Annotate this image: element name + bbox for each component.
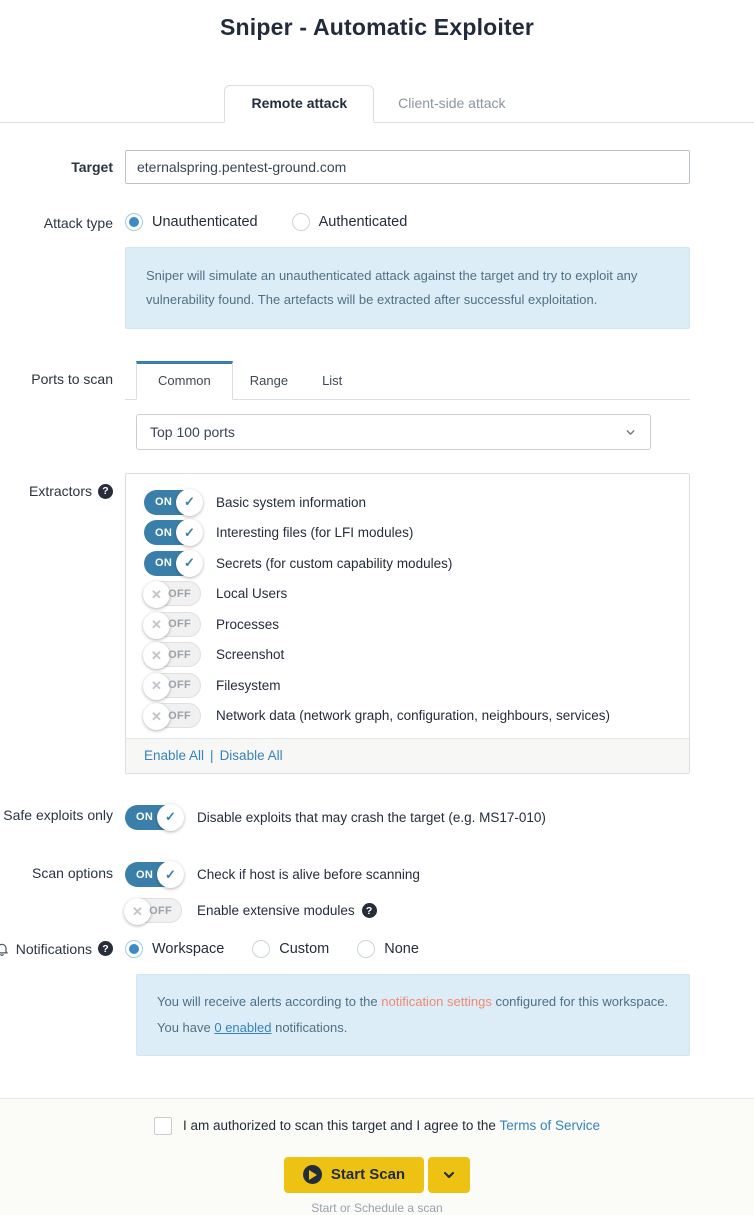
x-icon: ✕	[143, 642, 170, 669]
radio-icon-checked	[125, 213, 143, 231]
terms-of-service-link[interactable]: Terms of Service	[499, 1118, 600, 1134]
extractor-label: Processes	[216, 616, 280, 632]
extractor-label: Secrets (for custom capability modules)	[216, 555, 453, 571]
radio-unauthenticated-label: Unauthenticated	[152, 214, 258, 230]
toggle-processes[interactable]	[144, 612, 201, 637]
radio-icon-unchecked	[357, 940, 375, 958]
ports-label: Ports to scan	[31, 371, 113, 388]
check-icon: ✓	[157, 861, 184, 888]
toggle-screenshot[interactable]	[144, 642, 201, 667]
toggle-interesting-files[interactable]	[144, 520, 201, 545]
ports-tabs	[125, 361, 690, 400]
extractor-label: Filesystem	[216, 677, 281, 693]
check-icon: ✓	[157, 804, 184, 831]
start-scan-button[interactable]	[284, 1157, 424, 1193]
target-label: Target	[71, 159, 113, 175]
toggle-state-label: OFF	[168, 587, 191, 600]
toggle-state-label: ON	[136, 811, 154, 824]
enable-all-link[interactable]: Enable All	[144, 748, 205, 764]
scan-option-label: Enable extensive modules	[197, 903, 355, 919]
attack-type-info-box	[125, 247, 690, 329]
extractor-row	[144, 670, 679, 701]
scan-options-label: Scan options	[32, 864, 113, 881]
info-text: notifications.	[271, 1019, 348, 1035]
disable-all-link[interactable]: Disable All	[219, 748, 283, 764]
x-icon: ✕	[143, 581, 170, 608]
enabled-notifications-link[interactable]: 0 enabled	[214, 1019, 272, 1035]
notifications-label: Notifications	[15, 940, 92, 957]
extractors-list	[126, 474, 689, 738]
start-scan-dropdown-button[interactable]	[428, 1157, 470, 1193]
extractor-label: Network data (network graph, configuration, neighbours, services)	[216, 708, 610, 724]
radio-authenticated[interactable]	[292, 213, 408, 231]
toggle-state-label: OFF	[168, 648, 191, 661]
scan-option-row	[125, 860, 690, 890]
check-icon: ✓	[176, 550, 203, 577]
extractor-row	[144, 579, 679, 610]
extractors-label: Extractors	[28, 483, 92, 500]
extractor-row	[144, 701, 679, 732]
safe-exploits-label: Safe exploits only	[3, 807, 113, 824]
bell-icon	[0, 941, 10, 957]
chevron-down-icon	[624, 426, 637, 439]
notifications-help-icon[interactable]: ?	[98, 941, 113, 956]
info-text: You will receive alerts according to the	[157, 993, 382, 1009]
safe-exploits-description: Disable exploits that may crash the target (e.g. MS17-010)	[197, 809, 546, 825]
tab-remote-attack[interactable]: Remote attack	[224, 85, 374, 123]
x-icon: ✕	[124, 898, 151, 925]
toggle-state-label: ON	[136, 868, 154, 881]
scan-option-row	[125, 896, 690, 926]
attack-mode-tabs	[0, 85, 754, 123]
start-scan-label: Start Scan	[330, 1166, 406, 1184]
extractor-label: Interesting files (for LFI modules)	[216, 525, 414, 541]
extractor-label: Screenshot	[216, 647, 285, 663]
x-icon: ✕	[143, 673, 170, 700]
toggle-state-label: ON	[155, 496, 173, 509]
toggle-state-label: OFF	[149, 904, 172, 917]
info-text: You have	[157, 1019, 215, 1035]
attack-type-radio-group	[125, 213, 690, 231]
extractors-box	[125, 473, 690, 774]
notifications-label-cell	[0, 940, 125, 1056]
toggle-state-label: OFF	[168, 618, 191, 631]
extractors-footer	[126, 738, 689, 773]
toggle-state-label: OFF	[168, 709, 191, 722]
authorization-checkbox[interactable]	[154, 1117, 172, 1135]
check-icon: ✓	[176, 489, 203, 516]
radio-workspace[interactable]	[125, 940, 224, 958]
authorization-text	[183, 1118, 600, 1133]
extractor-label: Basic system information	[216, 494, 367, 510]
ports-tab-list[interactable]: List	[322, 373, 343, 389]
radio-none[interactable]	[357, 940, 419, 958]
extractors-help-icon[interactable]: ?	[98, 484, 113, 499]
radio-authenticated-label: Authenticated	[318, 214, 408, 230]
ports-select-value: Top 100 ports	[150, 424, 235, 441]
radio-workspace-label: Workspace	[152, 940, 225, 957]
extractors-label-cell	[0, 473, 125, 774]
notifications-info-box	[136, 974, 690, 1056]
notification-settings-link[interactable]: notification settings	[381, 993, 492, 1009]
radio-custom[interactable]	[252, 940, 329, 958]
authorization-text-part: I am authorized to scan this target and I agree to the	[183, 1118, 500, 1134]
radio-custom-label: Custom	[279, 940, 330, 957]
play-icon	[303, 1165, 322, 1184]
link-separator: |	[210, 748, 214, 764]
ports-tab-range[interactable]: Range	[249, 373, 289, 389]
notifications-info-line2	[157, 1016, 675, 1040]
authorization-row	[154, 1117, 600, 1135]
scan-option-label: Check if host is alive before scanning	[197, 867, 420, 883]
attack-type-info-text: Sniper will simulate an unauthenticated attack against the target and try to exploit any vulnerability found. The artefacts will be extracted after successful exploitation.	[146, 268, 638, 308]
extractor-row	[144, 548, 679, 579]
safe-exploits-row	[125, 802, 690, 833]
toggle-state-label: ON	[155, 557, 173, 570]
toggle-filesystem[interactable]	[144, 673, 201, 698]
x-icon: ✕	[143, 703, 170, 730]
attack-type-label: Attack type	[43, 215, 113, 231]
notifications-radio-group	[125, 940, 690, 958]
toggle-extensive-modules[interactable]	[125, 898, 182, 923]
page-title: Sniper - Automatic Exploiter	[219, 14, 534, 40]
extractor-row	[144, 640, 679, 671]
radio-icon-unchecked	[292, 213, 310, 231]
radio-icon-unchecked	[252, 940, 270, 958]
toggle-network-data[interactable]	[144, 703, 201, 728]
extractor-row	[144, 518, 679, 549]
chevron-down-icon	[441, 1167, 457, 1183]
radio-unauthenticated[interactable]	[125, 213, 258, 231]
toggle-basic-system-information[interactable]	[144, 490, 201, 515]
start-scan-button-group	[0, 1157, 754, 1193]
check-icon: ✓	[176, 519, 203, 546]
toggle-safe-exploits[interactable]	[125, 805, 182, 830]
target-input[interactable]	[125, 150, 690, 184]
radio-icon-checked	[125, 940, 143, 958]
radio-none-label: None	[384, 940, 419, 957]
notifications-info-line1	[157, 990, 675, 1014]
tab-client-side-attack[interactable]: Client-side attack	[398, 95, 506, 111]
toggle-state-label: ON	[155, 526, 173, 539]
extensive-modules-help-icon[interactable]: ?	[362, 903, 377, 918]
start-scan-hint: Start or Schedule a scan	[311, 1200, 443, 1215]
info-text: configured for this workspace.	[491, 993, 669, 1009]
toggle-state-label: OFF	[168, 679, 191, 692]
extractor-row	[144, 609, 679, 640]
form-footer	[0, 1098, 754, 1215]
toggle-host-alive-check[interactable]	[125, 862, 182, 887]
ports-tab-common[interactable]: Common	[136, 361, 233, 400]
toggle-local-users[interactable]	[144, 581, 201, 606]
scan-form	[0, 123, 754, 1056]
ports-select[interactable]	[136, 414, 651, 450]
extractor-label: Local Users	[216, 586, 288, 602]
x-icon: ✕	[143, 612, 170, 639]
toggle-secrets[interactable]	[144, 551, 201, 576]
extractor-row	[144, 487, 679, 518]
